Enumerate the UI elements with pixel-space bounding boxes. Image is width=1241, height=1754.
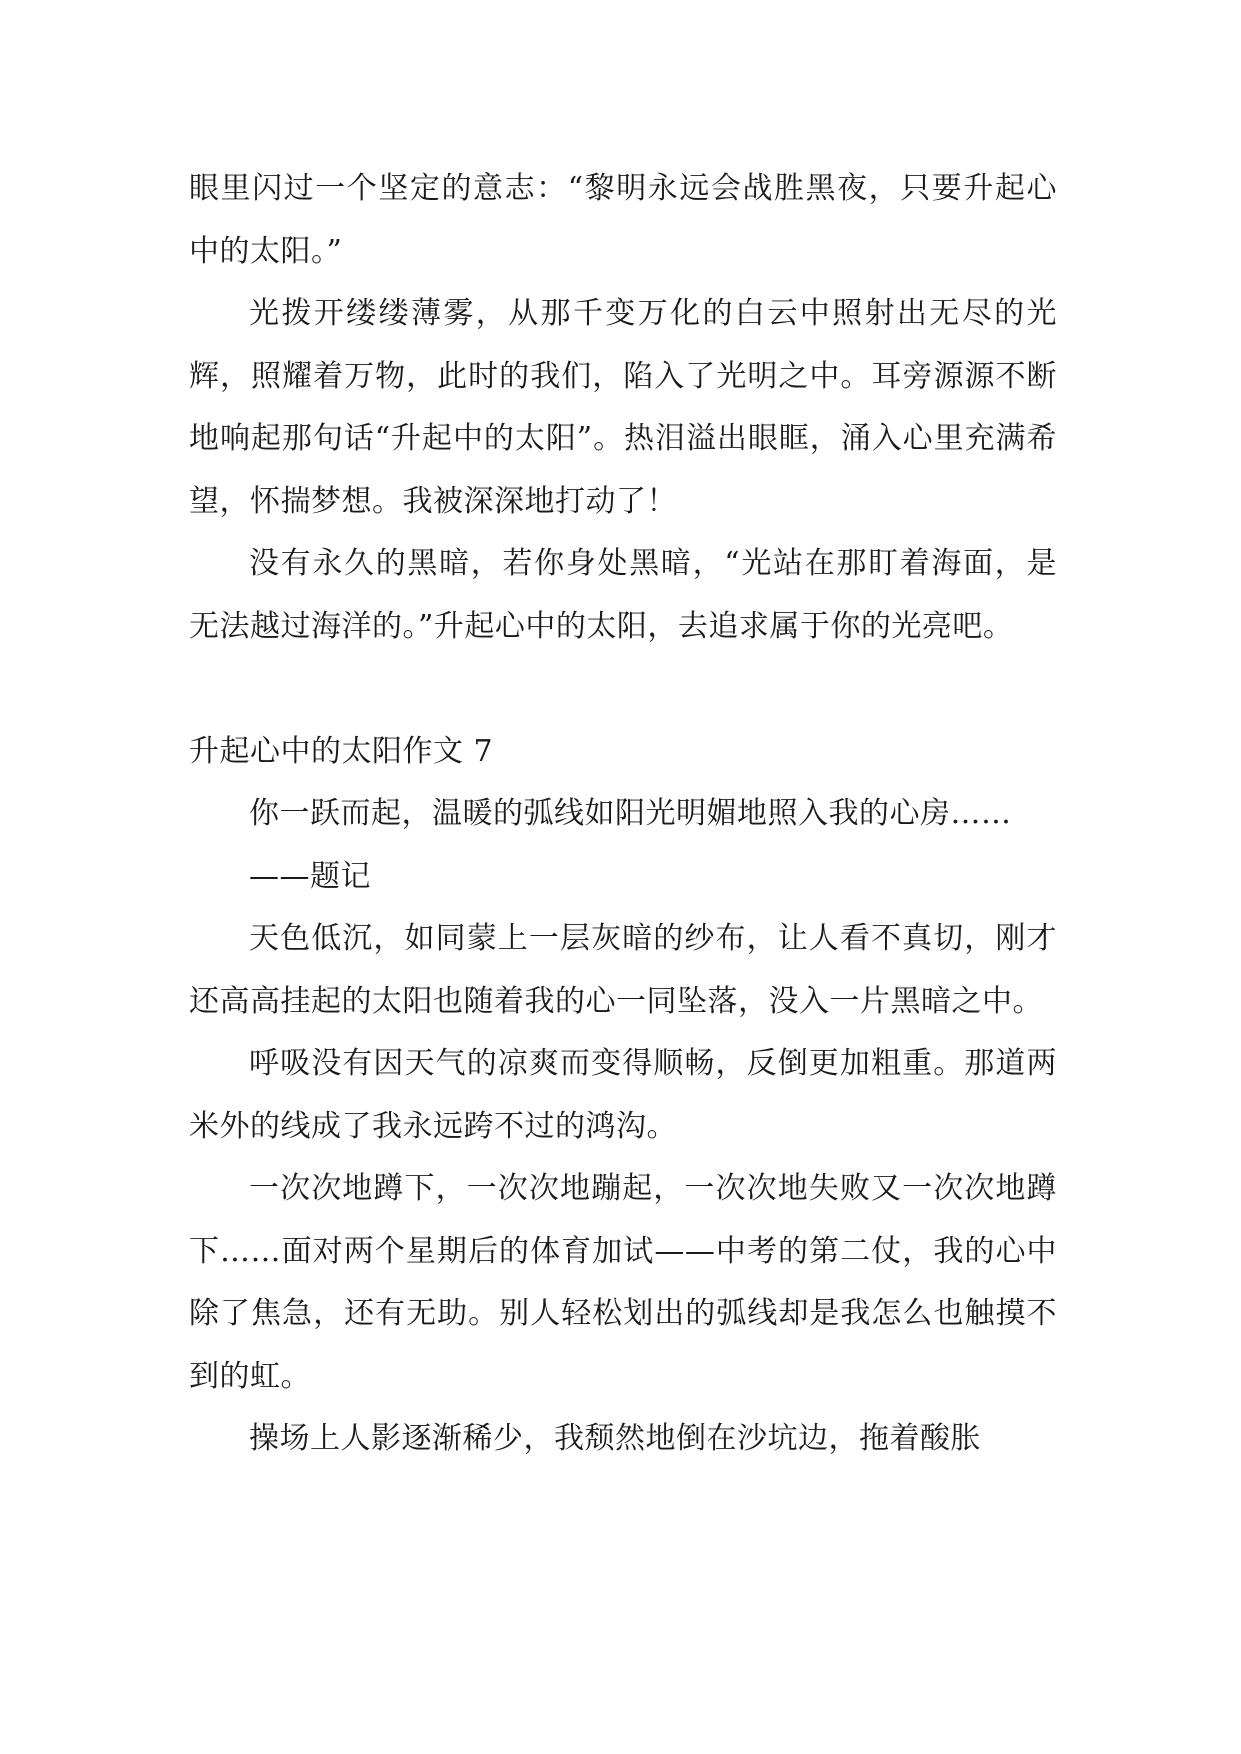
paragraph: 呼吸没有因天气的凉爽而变得顺畅，反倒更加粗重。那道两米外的线成了我永远跨不过的鸿沟。 [189,1046,1057,1144]
paragraph: 天色低沉，如同蒙上一层灰暗的纱布，让人看不真切，刚才还高高挂起的太阳也随着我的心一同坠落，没入一片黑暗之中。 [189,921,1057,1019]
paragraph-truncated: 操场上人影逐渐稀少，我颓然地倒在沙坑边，拖着酸胀 [249,1421,981,1456]
document-body [189,158,1057,1471]
paragraph-continuation: 眼里闪过一个坚定的意志：“黎明永远会战胜黑夜，只要升起心中的太阳。” [189,171,1057,269]
paragraph: 你一跃而起，温暖的弧线如阳光明媚地照入我的心房…… [249,796,1012,831]
paragraph: 光拨开缕缕薄雾，从那千变万化的白云中照射出无尽的光辉，照耀着万物，此时的我们，陷入了光明之中。耳旁源源不断地响起那句话“升起中的太阳”。热泪溢出眼眶，涌入心里充满希望，怀揣梦想。我被深深地打动了！ [189,296,1057,519]
paragraph: 一次次地蹲下，一次次地蹦起，一次次地失败又一次次地蹲下……面对两个星期后的体育加试——中考的第二仗，我的心中除了焦急，还有无助。别人轻松划出的弧线却是我怎么也触摸不到的虹。 [189,1171,1057,1394]
section-title: 升起心中的太阳作文 7 [189,733,494,769]
blank-line [189,658,1057,721]
paragraph: 没有永久的黑暗，若你身处黑暗，“光站在那盯着海面，是无法越过海洋的。”升起心中的太阳，去追求属于你的光亮吧。 [189,546,1057,644]
epigraph-attribution: ——题记 [249,858,371,894]
